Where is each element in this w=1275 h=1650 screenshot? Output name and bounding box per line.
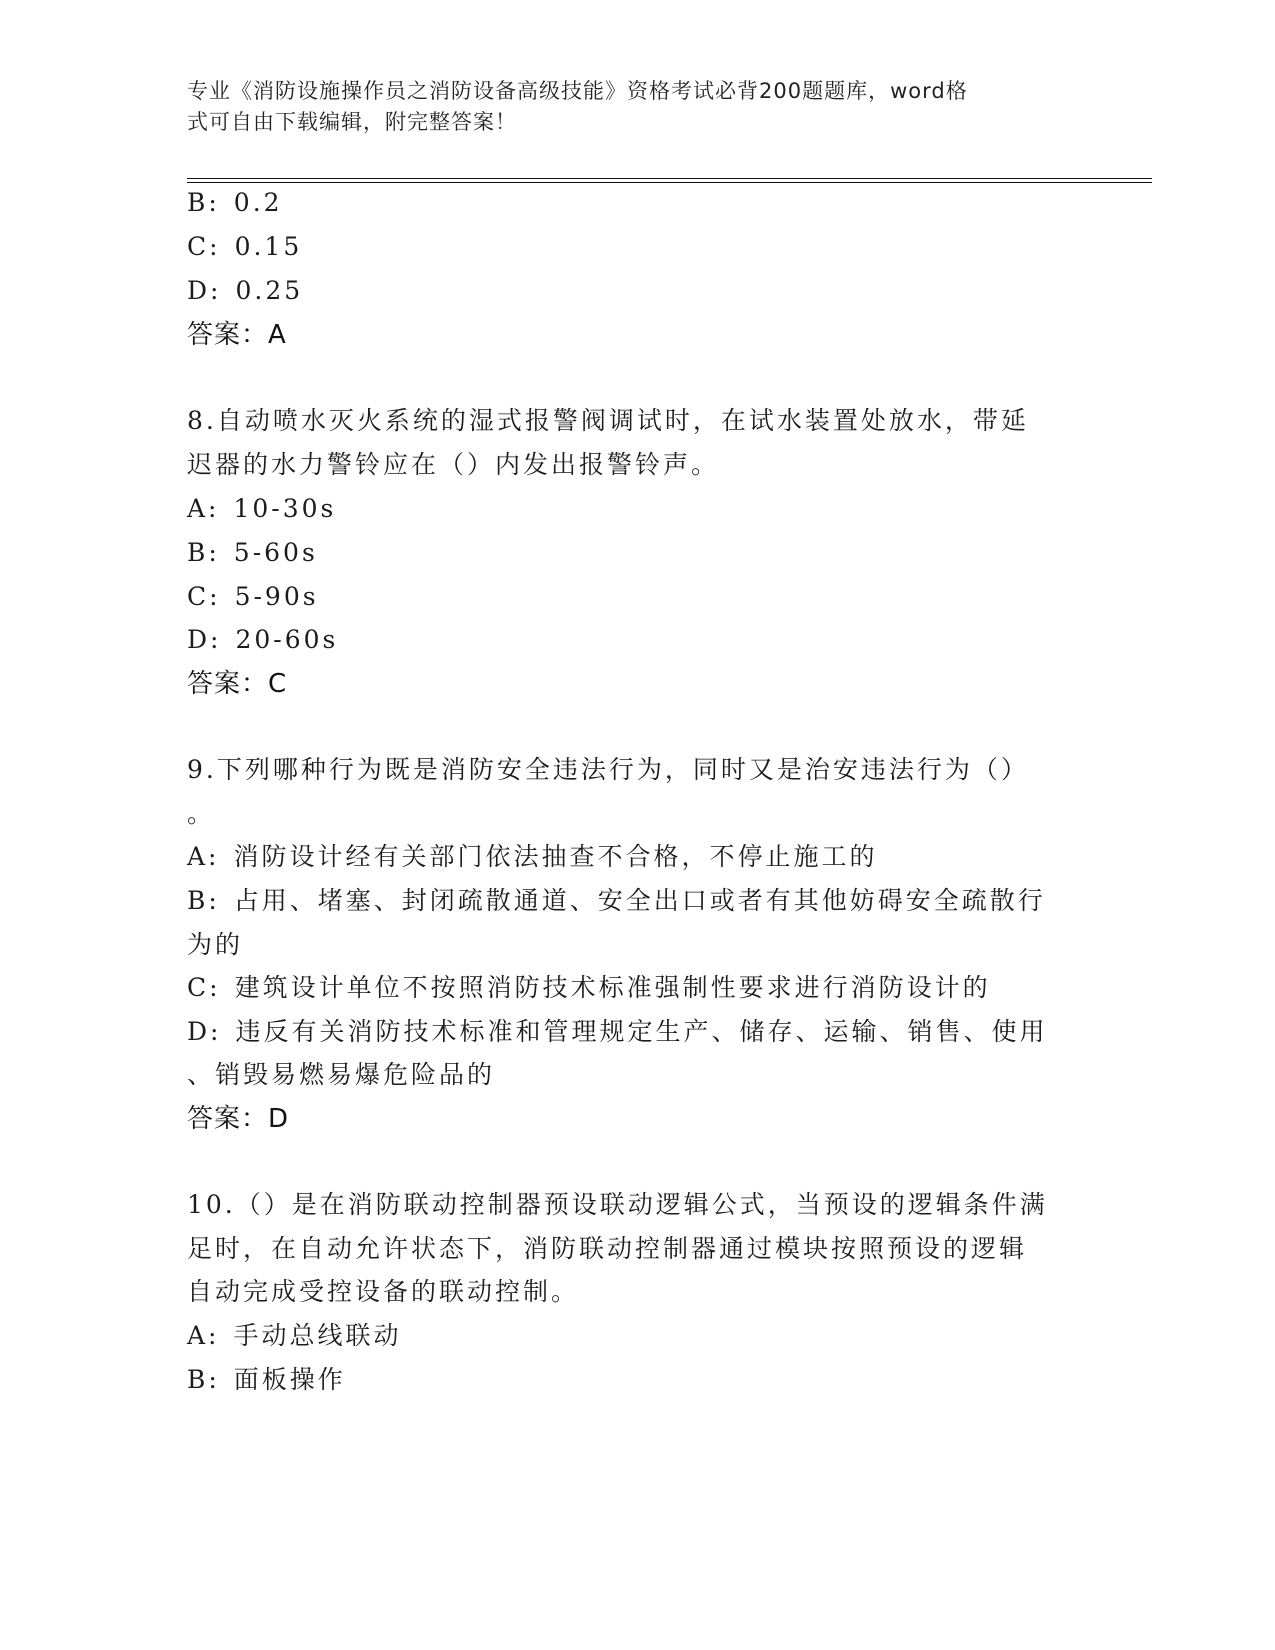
header-line-2: 式可自由下载编辑，附完整答案！ [187, 110, 517, 134]
q8-option-a: A: 10-30s [187, 494, 337, 523]
q9-option-b-continuation: 为的 [187, 930, 244, 959]
q8-option-d: D: 20-60s [187, 625, 339, 654]
q7-option-c: C: 0.15 [187, 232, 303, 261]
q9-option-b: B: 占用、堵塞、封闭疏散通道、安全出口或者有其他妨碍安全疏散行 [187, 886, 1046, 915]
q10-option-b: B: 面板操作 [187, 1365, 346, 1394]
q9-option-d-continuation: 、销毁易燃易爆危险品的 [187, 1060, 496, 1089]
header-divider-bottom [187, 182, 1152, 183]
q8-stem-line-1: 8.自动喷水灭火系统的湿式报警阀调试时，在试水装置处放水，带延 [187, 406, 1029, 435]
q9-stem-line-1: 9.下列哪种行为既是消防安全违法行为，同时又是治安违法行为（） [187, 755, 1029, 784]
q8-answer: 答案：C [187, 669, 288, 699]
q8-stem-line-2: 迟器的水力警铃应在（）内发出报警铃声。 [187, 450, 720, 479]
q9-option-c: C: 建筑设计单位不按照消防技术标准强制性要求进行消防设计的 [187, 973, 991, 1002]
q10-stem-line-1: 10.（）是在消防联动控制器预设联动逻辑公式，当预设的逻辑条件满 [187, 1190, 1048, 1219]
header-divider-top [187, 178, 1152, 179]
q9-option-a: A: 消防设计经有关部门依法抽查不合格，不停止施工的 [187, 842, 878, 871]
q10-stem-line-3: 自动完成受控设备的联动控制。 [187, 1277, 580, 1306]
document-header [187, 76, 1067, 138]
q10-stem-line-2: 足时，在自动允许状态下，消防联动控制器通过模块按照预设的逻辑 [187, 1234, 1028, 1263]
q7-option-b: B: 0.2 [187, 188, 283, 217]
q8-option-c: C: 5-90s [187, 582, 319, 611]
q10-option-a: A: 手动总线联动 [187, 1321, 402, 1350]
q9-option-d: D: 违反有关消防技术标准和管理规定生产、储存、运输、销售、使用 [187, 1017, 1048, 1046]
q7-answer: 答案：A [187, 320, 287, 350]
q7-option-d: D: 0.25 [187, 276, 304, 305]
q8-option-b: B: 5-60s [187, 538, 318, 567]
header-line-1: 专业《消防设施操作员之消防设备高级技能》资格考试必背200题题库，word格 [187, 79, 968, 103]
q9-stem-line-2: 。 [187, 799, 216, 828]
q9-answer: 答案：D [187, 1104, 290, 1134]
